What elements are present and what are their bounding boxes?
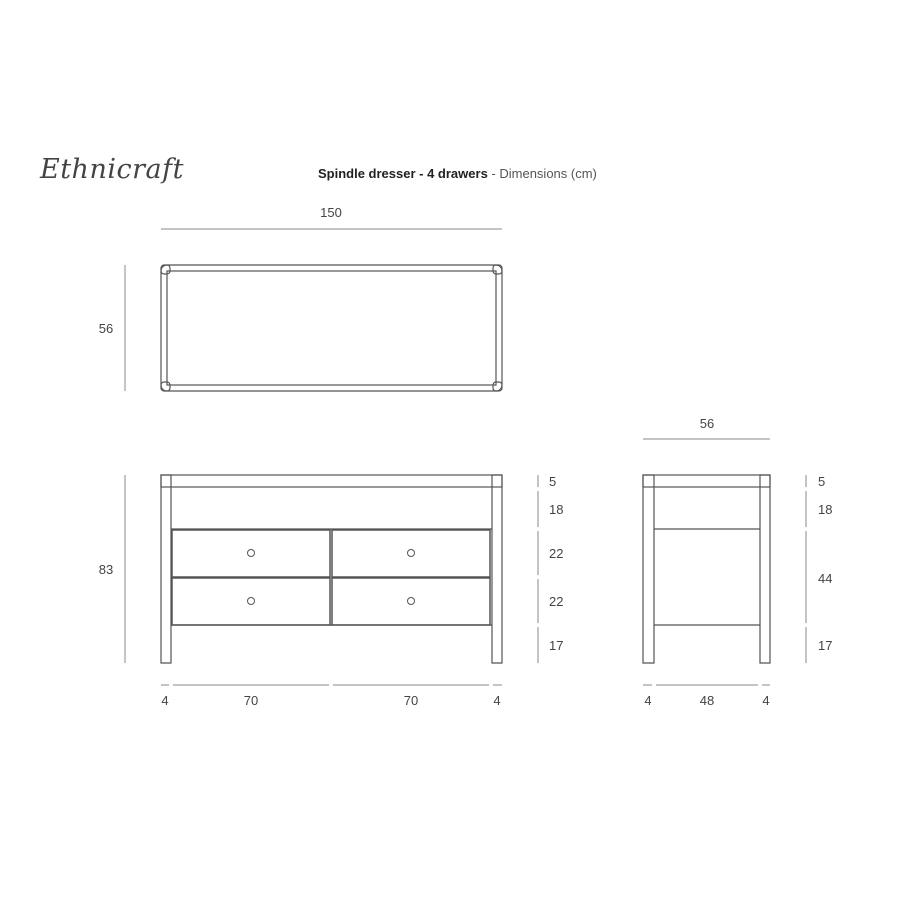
- front-col-label-2: 70: [243, 693, 259, 708]
- front-left-leg: [161, 475, 171, 663]
- side-col-label-1: 4: [644, 693, 652, 708]
- drawer-bottom-left[interactable]: [172, 578, 330, 625]
- front-row-label-5: 17: [549, 638, 564, 653]
- side-row-label-3: 44: [818, 571, 833, 586]
- product-name: Spindle dresser - 4 drawers: [318, 166, 488, 181]
- drawer-bottom-right[interactable]: [332, 578, 490, 625]
- title-separator: -: [487, 166, 500, 181]
- top-depth-label: 56: [98, 321, 114, 336]
- front-row-label-3: 22: [549, 546, 564, 561]
- drawer-knob-top-left: [248, 550, 255, 557]
- top-view: [161, 265, 502, 391]
- front-col-label-3: 70: [403, 693, 419, 708]
- front-col-label-1: 4: [161, 693, 169, 708]
- front-view: [161, 475, 502, 663]
- top-outline: [161, 265, 502, 391]
- side-row-label-1: 5: [818, 474, 826, 489]
- front-height-label: 83: [98, 562, 114, 577]
- side-right-leg: [760, 475, 770, 663]
- front-right-leg: [492, 475, 502, 663]
- side-row-label-2: 18: [818, 502, 833, 517]
- drawer-knob-bottom-left: [248, 598, 255, 605]
- side-col-label-3: 4: [762, 693, 770, 708]
- side-view: [643, 475, 770, 663]
- side-left-leg: [643, 475, 654, 663]
- side-depth-label: 56: [699, 416, 715, 431]
- front-row-label-4: 22: [549, 594, 564, 609]
- drawer-knob-top-right: [408, 550, 415, 557]
- top-inner-panel: [167, 271, 496, 385]
- drawer-top-left[interactable]: [172, 530, 330, 577]
- side-col-label-2: 48: [699, 693, 715, 708]
- title-subtitle: Dimensions (cm): [499, 166, 597, 181]
- side-row-label-4: 17: [818, 638, 833, 653]
- side-top-slab: [643, 475, 770, 487]
- drawer-knob-bottom-right: [408, 598, 415, 605]
- front-row-label-2: 18: [549, 502, 564, 517]
- drawer-top-right[interactable]: [332, 530, 490, 577]
- brand-logo: Ethnicraft: [40, 154, 184, 185]
- front-row-label-1: 5: [549, 474, 557, 489]
- front-col-label-4: 4: [493, 693, 501, 708]
- top-width-label: 150: [320, 205, 342, 220]
- front-top-slab: [161, 475, 502, 487]
